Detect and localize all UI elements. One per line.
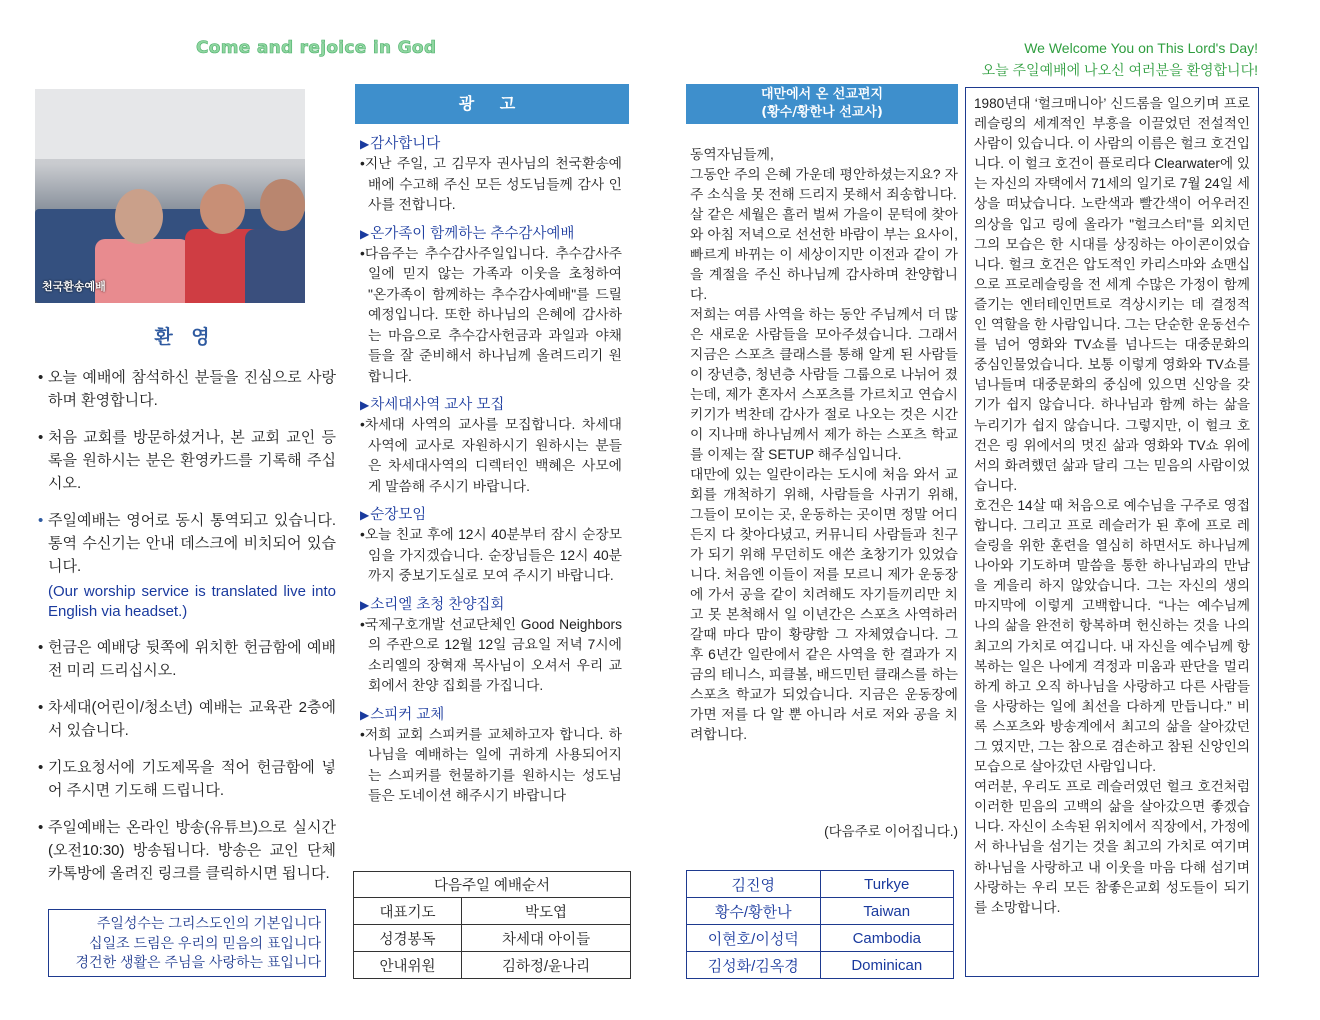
motto-box: [48, 909, 326, 977]
english-translation-note: (Our worship service is translated live into English via headset.): [48, 583, 336, 620]
mission-country: Cambodia: [820, 925, 954, 952]
table-row: [687, 898, 954, 925]
photo-person-1-head: [115, 189, 163, 244]
mission-letter-subtitle: (황수/황한나 선교사): [761, 105, 883, 120]
welcome-item-text: 차세대(어린이/청소년) 예배는 교육관 2층에서 있습니다.: [48, 699, 336, 739]
mission-letter-banner: [686, 84, 958, 124]
order-role: 대표기도: [354, 898, 462, 925]
announcement-body-text: 차세대 사역의 교사를 모집합니다. 차세대 사역에 교사로 자원하시기 원하시는 분들은 차세대사역의 디렉터인 백혜은 사모에게 말씀해 주시기 바랍니다.: [364, 417, 622, 494]
announcement-title: ▶ 감사합니다: [360, 134, 622, 154]
announcement-body-text: 오늘 친교 후에 12시 40분부터 잠시 순장모임을 가지겠습니다. 순장님들은 12시 40분까지 중보기도실로 모여 주시기 바랍니다.: [364, 527, 622, 583]
table-row: [354, 952, 631, 979]
welcome-item: [40, 366, 336, 412]
welcome-item-text: 오늘 예배에 참석하신 분들을 진심으로 사랑하며 환영합니다.: [48, 369, 336, 409]
welcome-item: [40, 816, 336, 885]
mission-letter-title: 대만에서 온 선교편지: [760, 87, 884, 102]
table-row: [354, 925, 631, 952]
letter-paragraph: 살 같은 세월은 흘러 벌써 가을이 문턱에 찾아와 아침 저녁으로 선선한 바람이 부는 요사이, 빠르게 바뀌는 이 세상이지만 이전과 같이 가을 계절을 주신 하나님께 감사하며 찬양합니다.: [690, 207, 958, 302]
order-role: 성경봉독: [354, 925, 462, 952]
motto-line: 십일조 드림은 우리의 믿음의 표입니다: [89, 934, 321, 951]
photo-caption: 천국환송예배: [42, 281, 106, 293]
letter-paragraph: 저희는 여름 사역을 하는 동안 주님께서 더 많은 새로운 사람들을 모아주셨습니다. 그래서 지금은 스포츠 클래스를 통해 알게 된 사람들이 장년층, 청년층 사람들 그룹으로 나뉘어 졌는데, 제가 혼자서 스포츠를 가르치고 연습시키기가 벅찬데 감사가 절로 나오는 것은 시간이 지나매 하나님께서 제가 하는 스포츠 학교를 이제는 잘 SETUP 해주심입니다.: [690, 307, 958, 462]
welcome-item-text: 기도요청서에 기도제목을 적어 헌금함에 넣어 주시면 기도해 드립니다.: [48, 759, 336, 799]
congregation-photo: [35, 89, 305, 303]
mission-country: Taiwan: [820, 898, 954, 925]
announcement-body: [360, 725, 622, 807]
announcement-body-text: 다음주는 추수감사주일입니다. 추수감사주일에 믿지 않는 가족과 이웃을 초청하여 "온가족이 함께하는 추수감사예배"를 드릴 예정입니다. 또한 하나님의 은혜에 감사하는 마음으로 추수감사헌금과 과일과 야채들을 잘 준비해서 하나님께 올려드리기 원합니다.: [364, 245, 622, 384]
table-row: [687, 871, 954, 898]
order-person: 차세대 아이들: [462, 925, 631, 952]
photo-person-2-head: [200, 184, 245, 234]
missionary-name: 김성화/김옥경: [687, 952, 821, 979]
announcement-title: ▶ 스피커 교체: [360, 705, 622, 725]
announcement-body: [360, 615, 622, 697]
motto-line: 주일성수는 그리스도인의 기본입니다: [96, 915, 321, 931]
missionary-name: 황수/황한나: [687, 898, 821, 925]
welcome-item: [40, 426, 336, 495]
welcome-item-text: 처음 교회를 방문하셨거나, 본 교회 교인 등록을 원하시는 분은 환영카드를 기록해 주십시오.: [48, 429, 336, 492]
welcome-item: [40, 509, 336, 622]
table-row: [354, 898, 631, 925]
announcement-title: ▶ 온가족이 함께하는 추수감사예배: [360, 224, 622, 244]
announcement-body: [360, 154, 622, 216]
announcement-body: [360, 415, 622, 497]
mission-country: Dominican: [820, 952, 954, 979]
welcome-list: [40, 366, 336, 899]
mission-country: Turkye: [820, 871, 954, 898]
missionary-name: 이현호/이성덕: [687, 925, 821, 952]
letter-paragraph: 대만에 있는 일란이라는 도시에 처음 와서 교회를 개척하기 위해, 사람들을 사귀기 위해, 그들이 모이는 곳, 운동하는 곳이면 정말 어디든지 다 찾아다녔고, 커뮤니티 사람들과 친구가 되기 위해 무던히도 애쓴 초창기가 있었습니다. 처음엔 이들이 저를 모르니 제가 운동장에 가서 공을 같이 치려해도 자기들끼리만 치고 못 본척해서 일 이년간은 스포츠 사역하러 갈때 마다 맘이 황량함 그 자체였습니다. 그 후 6년간 일란에서 같은 사역을 한 결과가 지금의 테니스, 피클볼, 배드민턴 클래스를 하는 스포츠 학교가 되었습니다. 지금은 운동장에 가면 저를 다 알 뿐 아니라 서로 저와 공을 치려합니다.: [690, 467, 958, 742]
welcome-title: 환 영: [154, 326, 216, 348]
photo-wall: [35, 89, 305, 159]
announcement-body: [360, 244, 622, 388]
order-person: 김하정/윤나리: [462, 952, 631, 979]
header-welcome-korean: 오늘 주일예배에 나오신 여러분을 환영합니다!: [981, 62, 1258, 78]
photo-person-1: [95, 239, 190, 303]
announcement-title: ▶ 소리엘 초청 찬양집회: [360, 595, 622, 615]
welcome-item-text: 헌금은 예배당 뒷쪽에 위치한 헌금함에 예배전 미리 드리십시오.: [48, 639, 336, 679]
table-row: [687, 925, 954, 952]
letter-paragraph: 그동안 주의 은혜 가운데 평안하셨는지요? 자주 소식을 못 전해 드리지 못해서 죄송합니다.: [690, 167, 958, 202]
announcement: [360, 395, 622, 497]
order-person: 박도엽: [462, 898, 631, 925]
photo-person-3: [245, 229, 305, 303]
motto-line: 경건한 생활은 주님을 사랑하는 표입니다: [75, 954, 321, 970]
story-paragraph: 여러분, 우리도 프로 레슬러였던 헐크 호건처럼 이러한 믿음의 고백의 삶을 살아갔으면 좋겠습니다. 자신이 소속된 위치에서 직장에서, 가정에서 하나님을 섬기는 것을 최고의 가치로 여기며 하나님을 사랑하고 내 이웃을 마음 다해 섬기며 사랑하는 우리 모든 참좋은교회 성도들이 되기를 소망합니다.: [974, 779, 1250, 915]
announcement: [360, 224, 622, 388]
announcement-body-text: 저희 교회 스피커를 교체하고자 합니다. 하나님을 예배하는 일에 귀하게 사용되어지는 스피커를 헌물하기를 원하시는 성도님들은 도네이션 해주시기 바랍니다: [364, 726, 622, 803]
continued-note: (다음주로 이어집니다.): [824, 824, 958, 839]
photo-person-3-head: [260, 179, 305, 231]
announcements-list: [360, 134, 622, 815]
mission-letter-body: [690, 145, 958, 745]
hulk-hogan-story: [965, 87, 1259, 977]
welcome-item-text: 주일예배는 온라인 방송(유튜브)으로 실시간 (오전10:30) 방송됩니다. 방송은 교인 단체 카톡방에 올려진 링크를 클릭하시면 됩니다.: [48, 819, 336, 882]
next-service-order-caption: 다음주일 예배순서: [354, 872, 631, 898]
welcome-item-text: 주일예배는 영어로 동시 통역되고 있습니다. 통역 수신기는 안내 데스크에 비치되어 있습니다.: [48, 512, 336, 575]
announcement-title: ▶ 차세대사역 교사 모집: [360, 395, 622, 415]
welcome-item: [40, 696, 336, 742]
announcement-body: [360, 525, 622, 587]
announcement: [360, 134, 622, 216]
header-welcome-english: We Welcome You on This Lord's Day!: [1024, 40, 1258, 56]
welcome-item: [40, 756, 336, 802]
table-row: [687, 952, 954, 979]
announcement-title: ▶ 순장모임: [360, 505, 622, 525]
announcement: [360, 595, 622, 697]
announcements-banner: 광 고: [355, 84, 629, 124]
letter-paragraph: 동역자님들께,: [690, 147, 774, 162]
story-paragraph: 호건은 14살 때 처음으로 예수님을 구주로 영접합니다. 그리고 프로 레슬러가 된 후에 프로 레슬링을 위한 훈련을 열심히 하면서도 하나님께 나아와 기도하며 말씀을 통한 하나님과의 만남을 게을리 하지 않았습니다. 그는 자신의 생의 마지막에 이렇게 고백합니다. “나는 예수님께 나의 삶을 완전히 항복하며 헌신하는 것을 나의 최고의 가치로 여깁니다. 내 자신을 예수님께 항복하는 일은 나에게 격정과 미움과 판단을 멀리하게 하고 오직 하나님을 사랑하고 다른 사람들을 사랑하는 일에 최선을 다하게 만듭니다.” 비록 스포츠와 방송계에서 최고의 삶을 살아갔던 그 였지만, 그는 참으로 겸손하고 참된 신앙인의 모습으로 살아갔던 사람입니다.: [974, 497, 1250, 775]
announcement: [360, 505, 622, 587]
announcement-body-text: 국제구호개발 선교단체인 Good Neighbors의 주관으로 12월 12일 금요일 저녁 7시에 소리엘의 장혁재 목사님이 오셔서 우리 교회에서 찬양 집회를 가집니다.: [364, 616, 622, 693]
order-role: 안내위원: [354, 952, 462, 979]
welcome-item: [40, 636, 336, 682]
header-slogan: Come and rejoice in God: [196, 38, 437, 58]
next-service-order-table: [353, 871, 631, 979]
announcement-body-text: 지난 주일, 고 김무자 권사님의 천국환송예배에 수고해 주신 모든 성도님들께 감사 인사를 전합니다.: [364, 156, 622, 212]
story-paragraph: 1980년대 ‘헐크매니아’ 신드롬을 일으키며 프로레슬링의 세계적인 부흥을 이끌었던 전설적인 사람이 있습니다. 이 사람의 이름은 헐크 호건입니다. 이 헐크 호건이 플로리다 Clearwater에 있는 자신의 자택에서 71세의 일기로 7월 24일 세상을 떠났습니다. 노란색과 빨간색이 어우러진 의상을 입고 링에 올라가 "헐크스터"를 외치던 그의 모습은 한 시대를 상징하는 아이콘이었습니다. 헐크 호건은 압도적인 카리스마와 쇼맨십으로 프로레슬링을 전 세계 수많은 가정이 함께 즐기는 엔터테인먼트로 격상시키는 데 결정적인 역할을 한 사람입니다. 그는 단순한 운동선수를 넘어 영화와 TV쇼를 넘나드는 대중문화의 중심인물었습니다. 보통 이렇게 영화와 TV쇼를 넘나들며 대중문화의 중심에 있으면 신앙을 갖기가 쉽지 않습니다. 하나님과 함께 하는 삶을 누리기가 쉽지 않습니다. 그렇지만, 이 헐크 호건은 링 위에서의 멋진 삶과 영화와 TV쇼 위에서의 화려했던 삶과 달리 그는 믿음의 사람이었습니다.: [974, 96, 1251, 493]
announcement: [360, 705, 622, 807]
missionary-name: 김진영: [687, 871, 821, 898]
missionaries-table: [686, 870, 954, 979]
